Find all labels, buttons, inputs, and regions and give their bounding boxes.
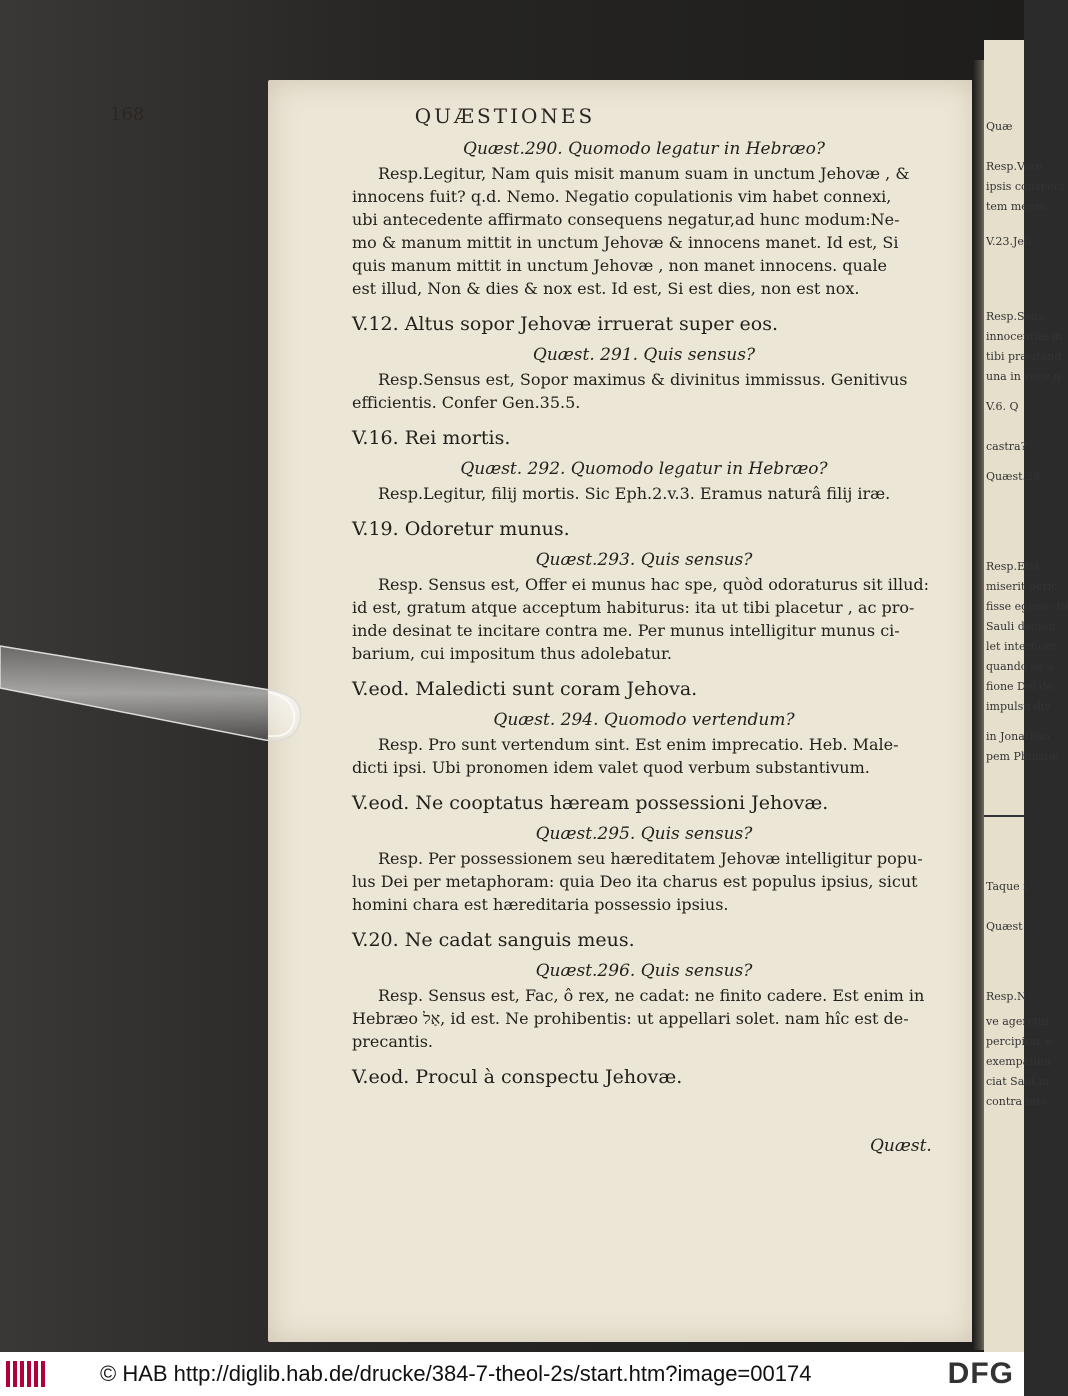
right-page-edge xyxy=(984,40,1068,1352)
question-heading: Quæst. 292. Quomodo legatur in Hebræo? xyxy=(460,459,828,479)
right-page-fragment: Sauli demon xyxy=(986,620,1056,633)
right-page-fragment: una in voce n xyxy=(986,370,1061,383)
response-paragraph xyxy=(352,368,936,414)
text-line: innocens fuit? q.d. Nemo. Negatio copulationis vim habet connexi, xyxy=(352,187,892,206)
response-paragraph xyxy=(352,847,936,916)
verse-heading: V.12. Altus sopor Jehovæ irruerat super eos. xyxy=(352,313,779,335)
right-page-fragment: impulsu div xyxy=(986,700,1051,713)
right-page-fragment: Resp.Vero xyxy=(986,160,1043,173)
response-paragraph xyxy=(352,482,936,505)
right-page-fragment: innocentiæ m xyxy=(986,330,1063,343)
right-page-fragment: in Jonathan xyxy=(986,730,1050,743)
text-line: Resp.Sensus est, Sopor maximus & divinitus immissus. Genitivus xyxy=(378,370,908,389)
right-page-fragment: V.23.Jeh xyxy=(986,235,1032,248)
right-page-fragment: Quæst xyxy=(986,920,1023,933)
right-page-fragment: ve agerctur xyxy=(986,1015,1051,1028)
text-line: Resp. Pro sunt vertendum sint. Est enim imprecatio. Heb. Male- xyxy=(378,735,899,754)
question-heading: Quæst.290. Quomodo legatur in Hebræo? xyxy=(463,139,825,159)
text-line: barium, cui impositum thus adolebatur. xyxy=(352,644,672,663)
right-page-fragment: Quæst.29 xyxy=(986,470,1041,483)
text-line: lus Dei per metaphoram: quia Deo ita charus est populus ipsius, sicut xyxy=(352,872,918,891)
verse-heading: V.20. Ne cadat sanguis meus. xyxy=(352,929,635,951)
text-line: dicti ipsi. Ubi pronomen idem valet quod verbum substantivum. xyxy=(352,758,870,777)
response-paragraph xyxy=(352,573,936,665)
footer-bar xyxy=(0,1352,1024,1396)
verse-heading: V.eod. Maledicti sunt coram Jehova. xyxy=(352,678,698,700)
text-line: inde desinat te incitare contra me. Per munus intelligitur munus ci- xyxy=(352,621,900,640)
response-paragraph xyxy=(352,984,936,1053)
right-page-fragment: Resp.Etsi xyxy=(986,560,1039,573)
text-line: id est, gratum atque acceptum habiturus: ita ut tibi placetur , ac pro- xyxy=(352,598,915,617)
text-line: ubi antecedente affirmato consequens negatur,ad hunc modum:Ne- xyxy=(352,210,900,229)
right-page-fragment: pem Philistæ xyxy=(986,750,1059,763)
text-line: Resp.Legitur, Nam quis misit manum suam in unctum Jehovæ , & xyxy=(378,164,910,183)
verse-heading: V.19. Odoretur munus. xyxy=(352,518,570,540)
page-number: 168 xyxy=(110,104,145,125)
right-page-fragment: Taque f xyxy=(986,880,1028,893)
dfg-logo: DFG xyxy=(947,1357,1014,1390)
right-page-fragment: Quæ xyxy=(986,120,1013,133)
question-heading: Quæst. 294. Quomodo vertendum? xyxy=(493,710,795,730)
right-page-fragment: contra inte xyxy=(986,1095,1048,1108)
copyright-link[interactable]: © HAB http://diglib.hab.de/drucke/384-7-theol-2s/start.htm?image=00174 xyxy=(100,1361,812,1386)
text-line: efficientis. Confer Gen.35.5. xyxy=(352,393,581,412)
right-page-fragment: tem meum. xyxy=(986,200,1049,213)
text-line: precantis. xyxy=(352,1032,434,1051)
response-paragraph xyxy=(352,162,936,300)
right-page-fragment: Resp.Sens xyxy=(986,310,1044,323)
catchword: Quæst. xyxy=(870,1136,932,1156)
verse-heading: V.eod. Ne cooptatus hæream possessioni Jehovæ. xyxy=(352,792,829,814)
text-line: Resp. Sensus est, Fac, ô rex, ne cadat: ne finito cadere. Est enim in xyxy=(378,986,925,1005)
text-line: Resp.Legitur, filij mortis. Sic Eph.2.v.3. Eramus naturâ filij iræ. xyxy=(378,484,891,503)
page-header xyxy=(110,104,810,134)
right-page-rule xyxy=(984,815,1024,817)
right-page-fragment: quando se a xyxy=(986,660,1054,673)
text-line: homini chara est hæreditaria possessio ipsius. xyxy=(352,895,729,914)
right-page-fragment: exempatien xyxy=(986,1055,1051,1068)
right-page-fragment: percipitur e xyxy=(986,1035,1052,1048)
right-page-fragment: castra? xyxy=(986,440,1027,453)
verse-heading: V.eod. Procul à conspectu Jehovæ. xyxy=(352,1066,683,1088)
right-page-fragment: V.6. Q xyxy=(986,400,1019,413)
verse-heading: V.16. Rei mortis. xyxy=(352,427,511,449)
response-paragraph xyxy=(352,733,936,779)
right-page-fragment: let interficer xyxy=(986,640,1057,653)
text-line: Resp. Per possessionem seu hæreditatem Jehovæ intelligitur popu- xyxy=(378,849,923,868)
question-heading: Quæst.295. Quis sensus? xyxy=(535,824,753,844)
running-title: QUÆSTIONES xyxy=(414,104,596,128)
right-page-fragment: fisse egisse: tu xyxy=(986,600,1068,613)
text-line: quis manum mittit in unctum Jehovæ , non manet innocens. quale xyxy=(352,256,888,275)
right-page-fragment: miserit peric xyxy=(986,580,1058,593)
glass-pointer-icon xyxy=(0,628,320,748)
text-line: mo & manum mittit in unctum Jehovæ & innocens manet. Id est, Si xyxy=(352,233,899,252)
right-page-fragment: ipsis conspect xyxy=(986,180,1065,193)
text-line: est illud, Non & dies & nox est. Id est, Si est dies, non est nox. xyxy=(352,279,860,298)
hab-logo-icon xyxy=(6,1359,52,1389)
text-line: Hebræo אַל, id est. Ne prohibentis: ut appellari solet. nam hîc est de- xyxy=(352,1009,909,1028)
text-line: Resp. Sensus est, Offer ei munus hac spe, quòd odoraturus sit illud: xyxy=(378,575,930,594)
right-page-fragment: tibi præstand xyxy=(986,350,1062,363)
question-heading: Quæst.293. Quis sensus? xyxy=(535,550,753,570)
text-body xyxy=(352,132,936,1091)
question-heading: Quæst.296. Quis sensus? xyxy=(535,961,753,981)
question-heading: Quæst. 291. Quis sensus? xyxy=(532,345,756,365)
right-page-fragment: ciat Saul m xyxy=(986,1075,1049,1088)
right-page-fragment: fione Dei de xyxy=(986,680,1053,693)
right-page-fragment: Resp.N xyxy=(986,990,1027,1003)
